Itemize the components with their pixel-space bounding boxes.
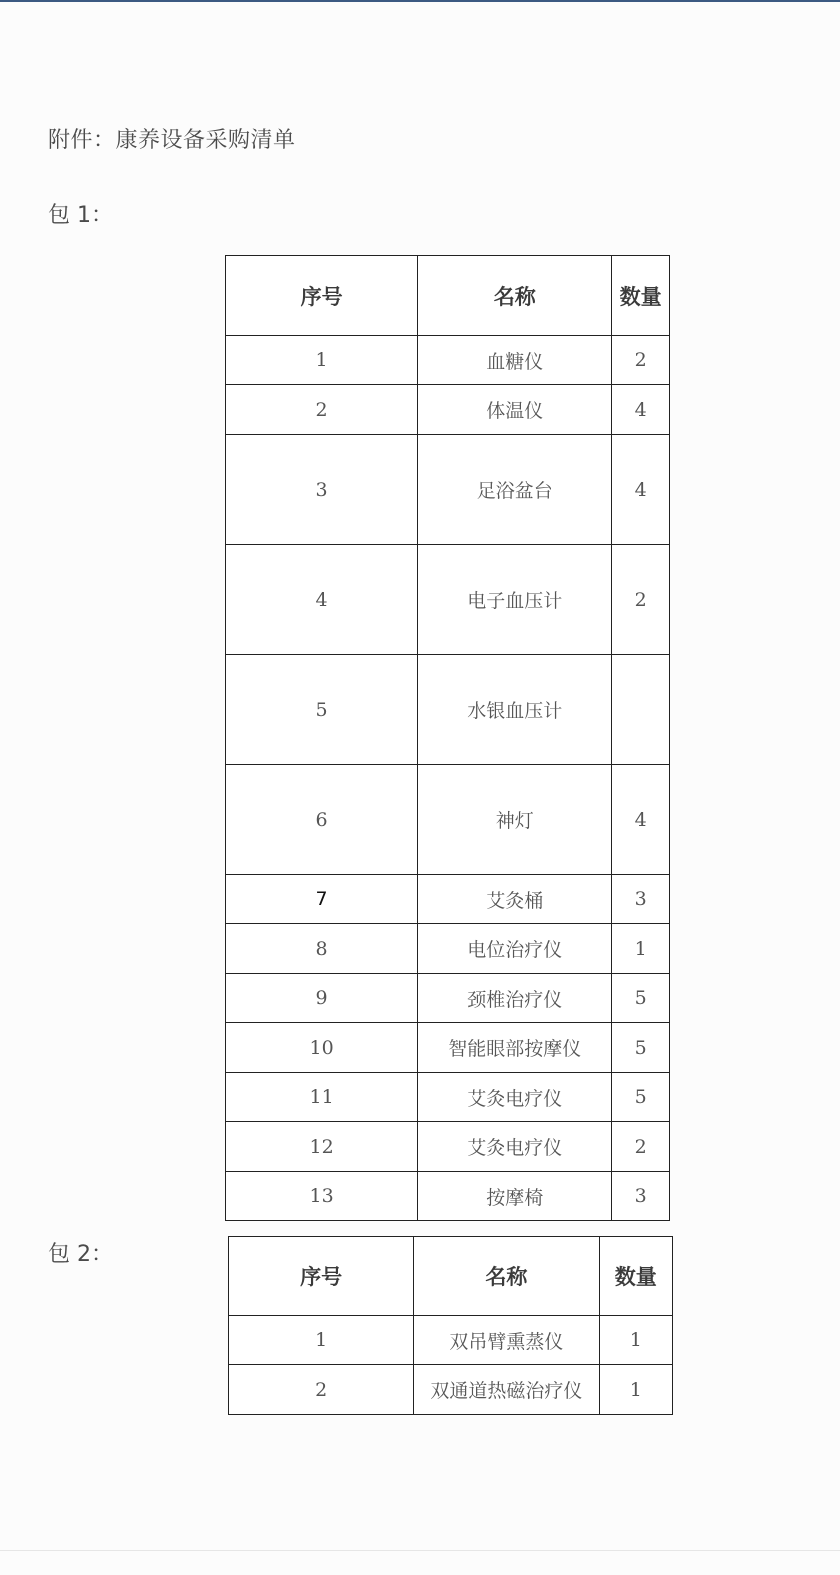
package-2-table [228,1236,673,1415]
cell-qty: 3 [612,875,670,924]
table-row [229,1316,673,1365]
header-no: 序号 [229,1237,414,1316]
cell-name: 水银血压计 [418,655,612,765]
cell-name: 血糖仪 [418,336,612,385]
cell-no: 8 [226,924,418,974]
cell-name: 电位治疗仪 [418,924,612,974]
cell-name: 艾灸桶 [418,875,612,924]
table-row [226,385,670,435]
table-header-row [229,1237,673,1316]
cell-no: 10 [226,1023,418,1073]
cell-qty: 2 [612,1122,670,1172]
table-row [226,435,670,545]
cell-qty: 5 [612,1023,670,1073]
cell-name: 智能眼部按摩仪 [418,1023,612,1073]
table-row [226,974,670,1023]
table-row [226,1023,670,1073]
table-row [229,1365,673,1415]
table-row [226,1172,670,1221]
cell-no: 12 [226,1122,418,1172]
header-name: 名称 [414,1237,599,1316]
cell-name: 艾灸电疗仪 [418,1122,612,1172]
header-no: 序号 [226,256,418,336]
cell-no: 6 [226,765,418,875]
cell-name: 按摩椅 [418,1172,612,1221]
cell-qty: 2 [612,336,670,385]
table-row [226,924,670,974]
cell-no: 3 [226,435,418,545]
cell-qty: 5 [612,974,670,1023]
cell-no: 7 [226,875,418,924]
table-header-row [226,256,670,336]
cell-name: 艾灸电疗仪 [418,1073,612,1122]
cell-qty: 5 [612,1073,670,1122]
package-2-label: 包 2： [48,1242,113,1267]
package-1-label: 包 1： [48,203,113,228]
table-row [226,875,670,924]
cell-qty: 4 [612,765,670,875]
table-row [226,655,670,765]
bottom-divider [0,1550,840,1551]
cell-name: 体温仪 [418,385,612,435]
table-row [226,1122,670,1172]
table-row [226,1073,670,1122]
top-border [0,0,840,2]
cell-name: 神灯 [418,765,612,875]
cell-no: 1 [229,1316,414,1365]
cell-name: 足浴盆台 [418,435,612,545]
cell-qty [612,655,670,765]
header-qty: 数量 [599,1237,672,1316]
table-row [226,765,670,875]
cell-qty: 2 [612,545,670,655]
table-row [226,545,670,655]
document-title: 附件：康养设备采购清单 [48,128,296,153]
cell-no: 11 [226,1073,418,1122]
cell-qty: 1 [599,1365,672,1415]
cell-qty: 4 [612,385,670,435]
cell-no: 2 [229,1365,414,1415]
cell-name: 双通道热磁治疗仪 [414,1365,599,1415]
cell-qty: 1 [599,1316,672,1365]
cell-name: 颈椎治疗仪 [418,974,612,1023]
table-row [226,336,670,385]
cell-qty: 3 [612,1172,670,1221]
cell-name: 双吊臂熏蒸仪 [414,1316,599,1365]
cell-no: 5 [226,655,418,765]
package-1-table [225,255,670,1221]
cell-no: 9 [226,974,418,1023]
cell-no: 4 [226,545,418,655]
cell-name: 电子血压计 [418,545,612,655]
header-name: 名称 [418,256,612,336]
cell-no: 13 [226,1172,418,1221]
cell-qty: 4 [612,435,670,545]
cell-no: 1 [226,336,418,385]
cell-no: 2 [226,385,418,435]
cell-qty: 1 [612,924,670,974]
header-qty: 数量 [612,256,670,336]
